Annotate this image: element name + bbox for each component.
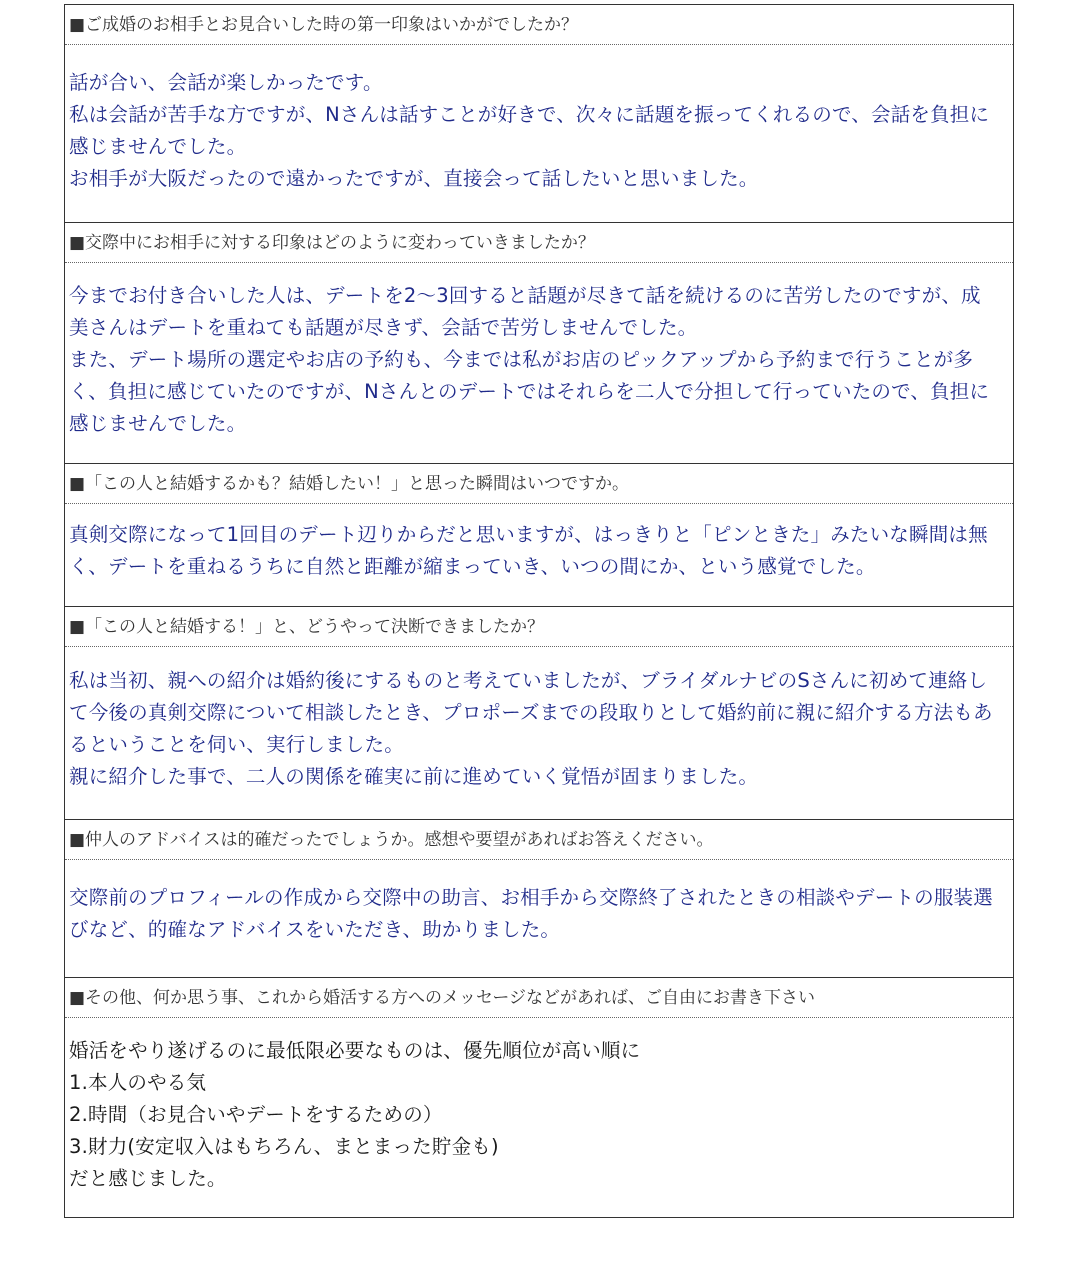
answer-line: 今までお付き合いした人は、デートを2～3回すると話題が尽きて話を続けるのに苦労したのですが、成 [69, 284, 981, 307]
qa-block-impression-change [65, 222, 1013, 463]
answer-line: 美さんはデートを重ねても話題が尽きず、会話で苦労しませんでした。 [69, 316, 698, 339]
answer-line: 3.財力(安定収入はもちろん、まとまった貯金も) [69, 1135, 499, 1158]
answer-line: 感じませんでした。 [69, 412, 247, 435]
question-heading: ■その他、何か思う事、これから婚活する方へのメッセージなどがあれば、ご自由にお書き下さい [65, 978, 1013, 1018]
answer-line: 感じませんでした。 [69, 135, 247, 158]
qa-block-advisor-advice [65, 819, 1013, 977]
answer-line: く、負担に感じていたのですが、Nさんとのデートではそれらを二人で分担して行っていたので、負担に [69, 380, 990, 403]
answer-line: く、デートを重ねるうちに自然と距離が縮まっていき、いつの間にか、という感覚でした。 [69, 555, 876, 578]
qa-block-decision [65, 606, 1013, 819]
answer-line: 1.本人のやる気 [69, 1071, 207, 1094]
answer-body [65, 504, 1013, 606]
answer-body [65, 647, 1013, 819]
answer-line: るということを伺い、実行しました。 [69, 733, 404, 756]
answer-line: 交際前のプロフィールの作成から交際中の助言、お相手から交際終了されたときの相談やデートの服装選 [69, 886, 993, 909]
answer-line: だと感じました。 [69, 1167, 227, 1190]
qa-block-marriage-moment [65, 463, 1013, 606]
answer-line: 真剣交際になって1回目のデート辺りからだと思いますが、はっきりと「ピンときた」みたいな瞬間は無 [69, 523, 988, 546]
answer-line: また、デート場所の選定やお店の予約も、今までは私がお店のピックアップから予約まで行うことが多 [69, 348, 974, 371]
question-heading: ■ご成婚のお相手とお見合いした時の第一印象はいかがでしたか？ [65, 5, 1013, 45]
answer-body [65, 860, 1013, 977]
answer-line: 婚活をやり遂げるのに最低限必要なものは、優先順位が高い順に [69, 1039, 641, 1062]
answer-line: 親に紹介した事で、二人の関係を確実に前に進めていく覚悟が固まりました。 [69, 765, 759, 788]
answer-line: お相手が大阪だったので遠かったですが、直接会って話したいと思いました。 [69, 167, 759, 190]
answer-line: 私は当初、親への紹介は婚約後にするものと考えていましたが、ブライダルナビのSさんに初めて連絡し [69, 669, 988, 692]
question-heading: ■交際中にお相手に対する印象はどのように変わっていきましたか？ [65, 223, 1013, 263]
answer-line: て今後の真剣交際について相談したとき、プロポーズまでの段取りとして婚約前に親に紹介する方法もあ [69, 701, 993, 724]
answer-body [65, 45, 1013, 222]
qa-block-message [65, 977, 1013, 1217]
answer-line: 私は会話が苦手な方ですが、Nさんは話すことが好きで、次々に話題を振ってくれるので、会話を負担に [69, 103, 990, 126]
answer-line: 話が合い、会話が楽しかったです。 [69, 71, 383, 94]
question-heading: ■「この人と結婚する！」と、どうやって決断できましたか？ [65, 607, 1013, 647]
answer-line: 2.時間（お見合いやデートをするための） [69, 1103, 443, 1126]
answer-body [65, 263, 1013, 463]
qa-table [64, 4, 1014, 1218]
question-heading: ■「この人と結婚するかも？結婚したい！」と思った瞬間はいつですか。 [65, 464, 1013, 504]
qa-block-first-impression [65, 5, 1013, 222]
answer-body [65, 1018, 1013, 1217]
answer-line: びなど、的確なアドバイスをいただき、助かりました。 [69, 918, 561, 941]
question-heading: ■仲人のアドバイスは的確だったでしょうか。感想や要望があればお答えください。 [65, 820, 1013, 860]
